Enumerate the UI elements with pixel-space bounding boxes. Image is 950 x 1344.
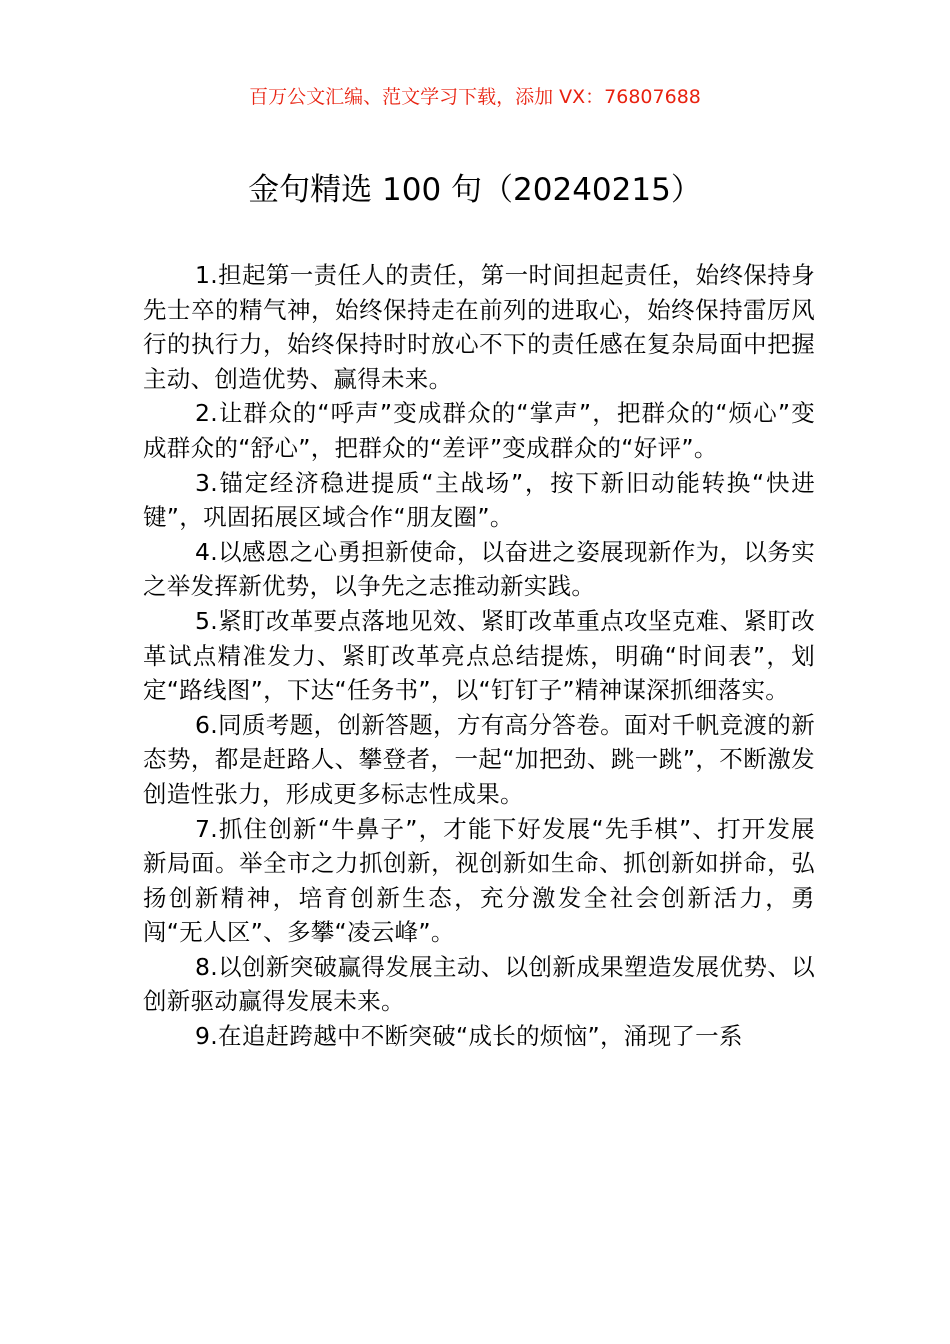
paragraph-3: 3.锚定经济稳进提质“主战场”，按下新旧动能转换“快进键”，巩固拓展区域合作“朋友圈”。 <box>143 468 815 532</box>
header-watermark-note: 百万公文汇编、范文学习下载，添加 VX：76807688 <box>249 86 701 108</box>
document-body <box>143 258 815 1054</box>
paragraph-7: 7.抓住创新“牛鼻子”，才能下好发展“先手棋”、打开发展新局面。举全市之力抓创新，视创新如生命、抓创新如拼命，弘扬创新精神，培育创新生态，充分激发全社会创新活力，勇闯“无人区”、多攀“凌云峰”。 <box>143 814 815 947</box>
paragraph-2: 2.让群众的“呼声”变成群众的“掌声”，把群众的“烦心”变成群众的“舒心”，把群众的“差评”变成群众的“好评”。 <box>143 399 815 462</box>
paragraph-6: 6.同质考题，创新答题，方有高分答卷。面对千帆竞渡的新态势，都是赶路人、攀登者，一起“加把劲、跳一跳”，不断激发创造性张力，形成更多标志性成果。 <box>143 710 815 808</box>
paragraph-9: 9.在追赶跨越中不断突破“成长的烦恼”，涌现了一系 <box>195 1022 743 1051</box>
paragraph-8: 8.以创新突破赢得发展主动、以创新成果塑造发展优势、以创新驱动赢得发展未来。 <box>143 952 815 1016</box>
paragraph-5: 5.紧盯改革要点落地见效、紧盯改革重点攻坚克难、紧盯改革试点精准发力、紧盯改革亮点总结提炼，明确“时间表”，划定“路线图”，下达“任务书”，以“钉钉子”精神谋深抓细落实。 <box>143 606 815 705</box>
paragraph-1: 1.担起第一责任人的责任，第一时间担起责任，始终保持身先士卒的精气神，始终保持走在前列的进取心，始终保持雷厉风行的执行力，始终保持时时放心不下的责任感在复杂局面中把握主动、创造优势、赢得未来。 <box>143 261 815 393</box>
document-title: 金句精选 100 句（20240215） <box>248 172 702 208</box>
paragraph-4: 4.以感恩之心勇担新使命，以奋进之姿展现新作为，以务实之举发挥新优势，以争先之志推动新实践。 <box>143 537 815 601</box>
